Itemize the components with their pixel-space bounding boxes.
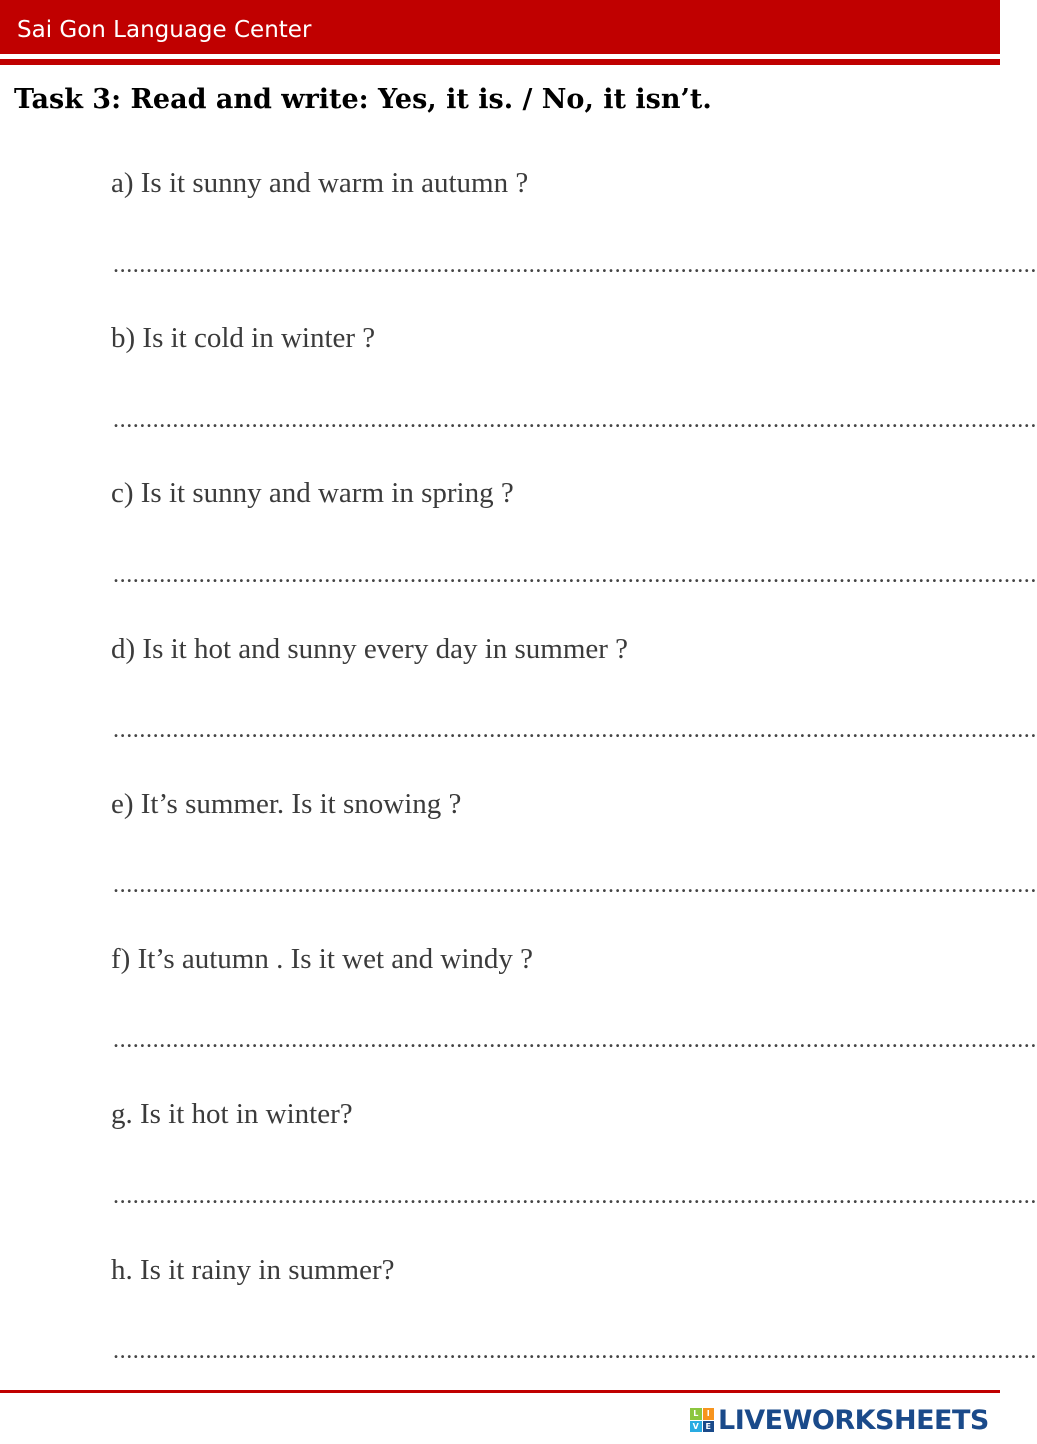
logo-mark-letter: I — [703, 1408, 715, 1420]
answer-h[interactable]: ............................................................................................................................................ — [113, 1338, 1037, 1364]
liveworksheets-logo[interactable] — [690, 1403, 989, 1437]
task-title: Task 3: Read and write: Yes, it is. / No, it isn’t. — [14, 84, 712, 115]
question-a: a) Is it sunny and warm in autumn ? — [111, 167, 529, 199]
answer-f[interactable]: ............................................................................................................................................ — [113, 1027, 1037, 1053]
header-divider — [0, 59, 1000, 65]
answer-b[interactable]: ............................................................................................................................................ — [113, 407, 1037, 433]
question-d: d) Is it hot and sunny every day in summer ? — [111, 633, 629, 665]
question-c: c) Is it sunny and warm in spring ? — [111, 477, 514, 509]
question-e: e) It’s summer. Is it snowing ? — [111, 788, 462, 820]
question-b: b) Is it cold in winter ? — [111, 322, 376, 354]
logo-text: LIVEWORKSHEETS — [718, 1404, 989, 1436]
logo-mark-letter: V — [690, 1421, 702, 1433]
header-bar — [0, 0, 1000, 54]
liveworksheets-icon — [690, 1408, 714, 1432]
answer-e[interactable]: ............................................................................................................................................ — [113, 872, 1037, 898]
answer-a[interactable]: ............................................................................................................................................ — [113, 252, 1037, 278]
question-g: g. Is it hot in winter? — [111, 1098, 353, 1130]
question-f: f) It’s autumn . Is it wet and windy ? — [111, 943, 534, 975]
answer-d[interactable]: ............................................................................................................................................ — [113, 717, 1037, 743]
logo-mark-letter: E — [703, 1421, 715, 1433]
footer-divider — [0, 1390, 1000, 1393]
answer-g[interactable]: ............................................................................................................................................ — [113, 1183, 1037, 1209]
answer-c[interactable]: ............................................................................................................................................ — [113, 562, 1037, 588]
header-title: Sai Gon Language Center — [17, 17, 312, 43]
question-h: h. Is it rainy in summer? — [111, 1254, 395, 1286]
logo-mark-letter: L — [690, 1408, 702, 1420]
